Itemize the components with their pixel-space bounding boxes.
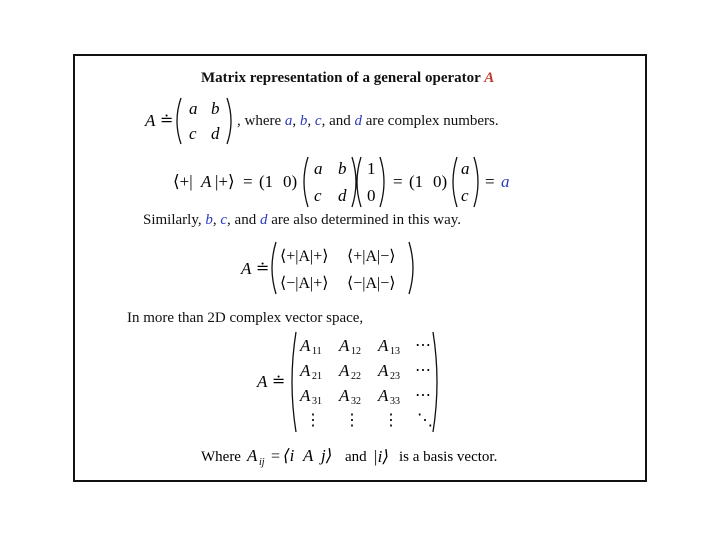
- basis-vector-text: is a basis vector.: [399, 449, 498, 465]
- left-paren: [292, 332, 296, 432]
- operator-lhs: A: [241, 259, 252, 278]
- column-entry: 1: [367, 159, 376, 178]
- matrix-entry: ⟨+|A|+⟩: [280, 248, 329, 265]
- left-paren: [453, 157, 457, 207]
- matrix-entry: A: [378, 386, 389, 405]
- horizontal-dots: ⋯: [415, 362, 431, 379]
- matrix-entry: c: [314, 186, 322, 205]
- ket-plus: |+⟩: [215, 172, 235, 191]
- bra-i: ⟨i: [283, 446, 295, 465]
- matrix-entry: A: [300, 386, 311, 405]
- row-vector-left: (1: [259, 172, 274, 191]
- matrix-entry: a: [314, 159, 323, 178]
- matrix-entry: A: [339, 386, 350, 405]
- result-value: a: [501, 172, 510, 191]
- matrix-entry: A: [300, 361, 311, 380]
- right-paren: [474, 157, 478, 207]
- matrix-subscript: 11: [312, 346, 322, 357]
- aij-subscript: ij: [259, 457, 265, 468]
- right-paren: [433, 332, 437, 432]
- braket-matrix-equation: [237, 238, 427, 298]
- matrix-subscript: 12: [351, 346, 361, 357]
- matrix-entry: b: [338, 159, 347, 178]
- right-paren: [227, 98, 231, 144]
- column-entry: a: [461, 159, 470, 178]
- operator-lhs: A: [257, 372, 268, 391]
- matrix-entry: ⟨+|A|−⟩: [347, 248, 396, 265]
- higher-dimension-text: In more than 2D complex vector space,: [127, 310, 364, 326]
- ket-i: |i⟩: [373, 447, 390, 466]
- matrix-entry: A: [378, 336, 389, 355]
- matrix-entry: ⟨−|A|−⟩: [347, 275, 396, 292]
- equals-sign: =: [243, 172, 253, 191]
- column-entry: c: [461, 186, 469, 205]
- right-paren: [380, 157, 384, 207]
- row-vector-right: 0): [433, 172, 448, 191]
- row-vector-right: 0): [283, 172, 298, 191]
- matrix-element-equation: [171, 152, 521, 212]
- column-entry: 0: [367, 186, 376, 205]
- equals-sign: =: [485, 172, 495, 191]
- matrix-subscript: 23: [390, 371, 400, 382]
- general-matrix-equation: [253, 328, 453, 438]
- operator-matrix-equation: [141, 92, 241, 150]
- row-vector-left: (1: [409, 172, 424, 191]
- matrix-entry: A: [339, 361, 350, 380]
- vertical-dots: ⋮: [344, 412, 360, 429]
- approx-equal-sign: ≐: [272, 373, 286, 390]
- diagonal-dots: ⋱: [417, 412, 433, 429]
- vertical-dots: ⋮: [383, 412, 399, 429]
- slide-frame: [73, 54, 647, 482]
- horizontal-dots: ⋯: [415, 337, 431, 354]
- matrix-subscript: 32: [351, 396, 361, 407]
- vertical-dots: ⋮: [305, 412, 321, 429]
- similarly-text: Similarly, b, c, and d are also determined in this way.: [143, 212, 462, 228]
- right-paren: [352, 157, 356, 207]
- equals-sign: =: [393, 172, 403, 191]
- horizontal-dots: ⋯: [415, 387, 431, 404]
- where-label: Where: [201, 449, 241, 465]
- matrix-entry: A: [339, 336, 350, 355]
- matrix-subscript: 33: [390, 396, 400, 407]
- left-paren: [272, 242, 276, 294]
- approx-equal-sign: ≐: [160, 112, 174, 129]
- bra-plus: ⟨+|: [173, 172, 193, 191]
- ket-j: j⟩: [321, 446, 333, 465]
- matrix-entry: ⟨−|A|+⟩: [280, 275, 329, 292]
- matrix-entry: d: [211, 124, 220, 143]
- equals-sign: =: [271, 448, 281, 465]
- slide-title: Matrix representation of a general operator A: [201, 70, 495, 86]
- matrix-subscript: 22: [351, 371, 361, 382]
- operator-symbol: A: [201, 172, 212, 191]
- matrix-entry: c: [189, 124, 197, 143]
- and-label: and: [345, 449, 367, 465]
- approx-equal-sign: ≐: [256, 260, 270, 277]
- matrix-element-definition: [199, 440, 519, 474]
- matrix-entry: A: [378, 361, 389, 380]
- operator-symbol: A: [484, 70, 495, 86]
- complex-numbers-text: , where a, b, c, and d are complex numbers.: [237, 113, 499, 129]
- left-paren: [304, 157, 308, 207]
- matrix-entry: A: [300, 336, 311, 355]
- operator-symbol: A: [303, 446, 314, 465]
- operator-lhs: A: [145, 111, 156, 130]
- left-paren: [357, 157, 361, 207]
- matrix-subscript: 31: [312, 396, 322, 407]
- right-paren: [409, 242, 413, 294]
- matrix-entry: b: [211, 99, 220, 118]
- aij-symbol: A: [247, 446, 258, 465]
- matrix-entry: d: [338, 186, 347, 205]
- left-paren: [177, 98, 181, 144]
- matrix-subscript: 21: [312, 371, 322, 382]
- matrix-entry: a: [189, 99, 198, 118]
- matrix-subscript: 13: [390, 346, 400, 357]
